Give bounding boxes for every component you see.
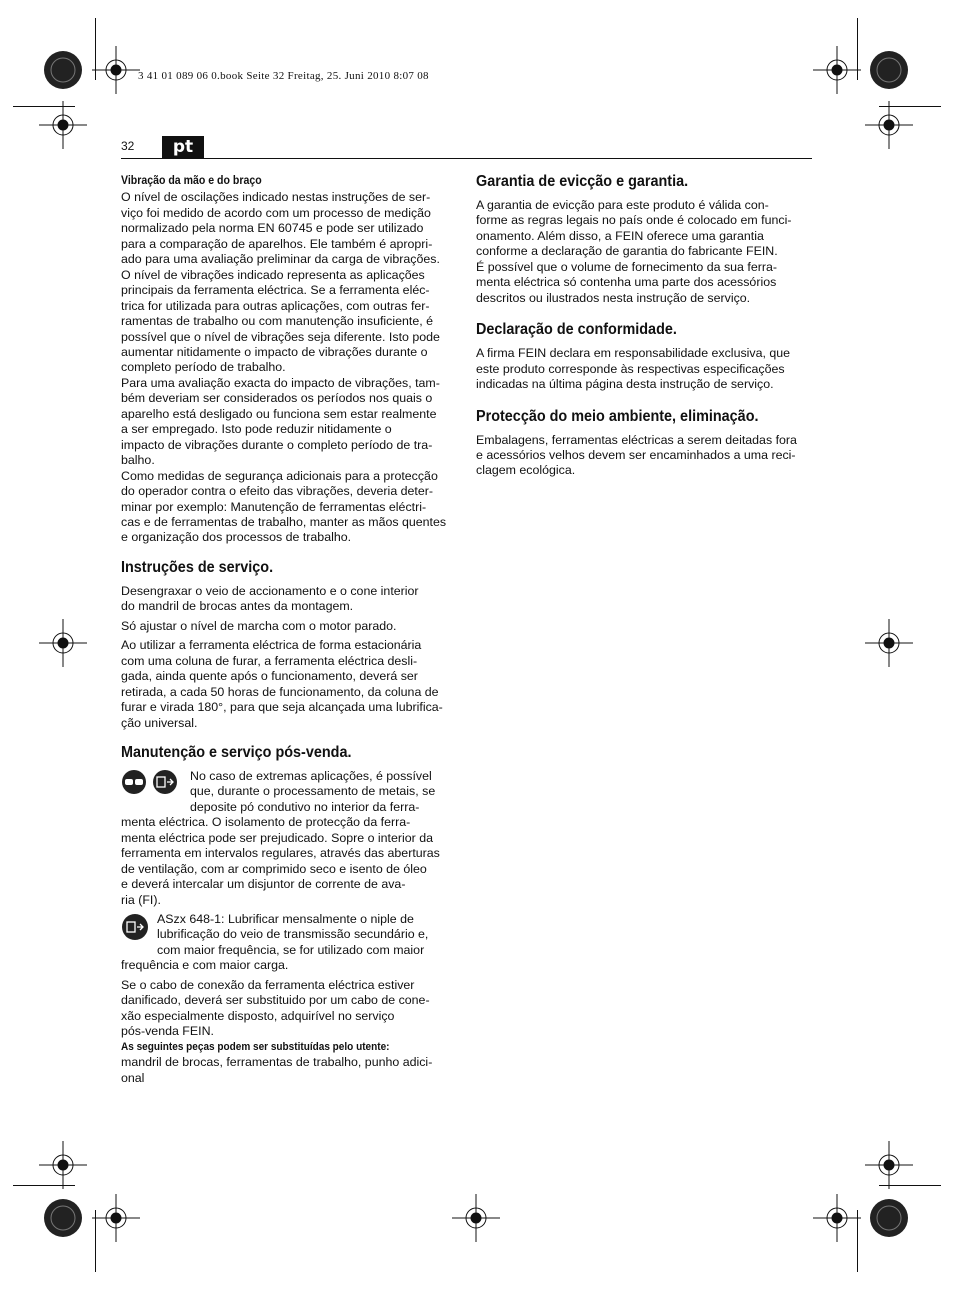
text-line: retirada, a cada 50 horas de funcionamento, da coluna de (121, 684, 439, 699)
maintenance-paragraph-2 (121, 912, 461, 974)
lubrication-icon (121, 913, 151, 947)
text-line: Desengraxar o veio de accionamento e o cone interior (121, 583, 419, 598)
text-line: trica for utilizada para outras aplicações, com outras fer- (121, 298, 430, 313)
text-line: menta eléctrica só contenha uma parte dos acessórios (476, 275, 777, 290)
text-line: menta eléctrica pode ser prejudicado. Sopre o interior da (121, 830, 434, 845)
text-line: furar e virada 180°, para que seja alcançada uma lubrifica- (121, 700, 443, 715)
text-line: bém deveriam ser considerados os períodos nos quais o (121, 391, 433, 406)
goggles-icon (122, 770, 146, 794)
conformity-text (476, 346, 816, 392)
text-line: indicadas na última página desta instrução de serviço. (476, 377, 774, 392)
environment-heading: Protecção do meio ambiente, eliminação. (476, 407, 759, 425)
text-line: Como medidas de segurança adicionais para a protecção (121, 468, 438, 483)
text-line: No caso de extremas aplicações, é possível (190, 768, 432, 783)
text-line: onamento. Além disso, a FEIN oferece uma garantia (476, 228, 764, 243)
maintenance-full-2 (121, 958, 461, 973)
conformity-heading: Declaração de conformidade. (476, 321, 677, 339)
page-number: 32 (121, 139, 135, 153)
parts-heading: As seguintes peças podem ser substituídas pelo utente: (121, 1040, 390, 1053)
maintenance-icons (121, 769, 181, 803)
text-line: normalizado pela norma EN 60745 e pode ser utilizado (121, 221, 424, 236)
text-line: danificado, deverá ser substituido por um cabo de cone- (121, 993, 430, 1008)
text-line: balho. (121, 453, 155, 468)
text-line: ção universal. (121, 715, 198, 730)
text-line: e organização dos processos de trabalho. (121, 530, 352, 545)
text-line: Embalagens, ferramentas eléctricas a serem deitadas fora (476, 432, 797, 447)
text-line: viço foi medido de acordo com um processo de medição (121, 205, 431, 220)
text-line: Ao utilizar a ferramenta eléctrica de forma estacionária (121, 638, 422, 653)
text-line: onal (121, 1070, 145, 1085)
book-meta-line: 3 41 01 089 06 0.book Seite 32 Freitag, 25. Juni 2010 8:07 08 (138, 70, 429, 82)
maintenance-paragraph-1 (121, 769, 461, 908)
text-line: de ventilação, com ar comprimido seco e isento de óleo (121, 861, 427, 876)
text-line: frequência e com maior carga. (121, 958, 289, 973)
text-line: gada, ainda quente após o funcionamento, deverá ser (121, 669, 418, 684)
parts-text (121, 1055, 461, 1086)
text-line: para a comparação de aparelhos. Ele também é apropri- (121, 236, 433, 251)
text-line: xão especialmente disposto, adquirível no serviço (121, 1008, 395, 1023)
service-heading: Instruções de serviço. (121, 558, 274, 576)
compressed-air-icon (153, 770, 177, 794)
text-line: completo período de trabalho. (121, 360, 286, 375)
left-column (121, 173, 461, 1086)
text-line: pós-venda FEIN. (121, 1024, 214, 1039)
vibration-heading: Vibração da mão e do braço (121, 173, 262, 187)
text-line: com uma coluna de furar, a ferramenta eléctrica desli- (121, 653, 418, 668)
text-line: que, durante o processamento de metais, se (190, 784, 436, 799)
header-rule (121, 158, 812, 159)
vibration-text (121, 190, 461, 545)
text-line: Só ajustar o nível de marcha com o motor parado. (121, 618, 397, 633)
maintenance-paragraph-3 (121, 978, 461, 1040)
text-line: cas e de ferramentas de trabalho, manter as mãos quentes (121, 514, 447, 529)
text-line: ado para uma avaliação preliminar da carga de vibrações. (121, 252, 440, 267)
service-paragraph-2 (121, 619, 461, 634)
maintenance-indented-2 (121, 912, 461, 958)
text-line: do operador contra o efeito das vibrações, deveria deter- (121, 484, 434, 499)
text-line: É possível que o volume de fornecimento da sua ferra- (476, 259, 777, 274)
maintenance-heading: Manutenção e serviço pós-venda. (121, 743, 352, 761)
text-line: menta eléctrica. O isolamento de protecção da ferra- (121, 815, 411, 830)
service-paragraph-3 (121, 638, 461, 731)
text-line: do mandril de brocas antes da montagem. (121, 599, 354, 614)
text-line: aparelho está desligado ou funciona sem estar realmente (121, 406, 437, 421)
text-line: possível que o nível de vibrações seja diferente. Isto pode (121, 329, 440, 344)
text-line: deposite pó condutivo no interior da ferra- (190, 799, 420, 814)
text-line: este produto corresponde às respectivas especificações (476, 361, 785, 376)
service-paragraph-1 (121, 584, 461, 615)
text-line: A firma FEIN declara em responsabilidade exclusiva, que (476, 346, 791, 361)
text-line: clagem ecológica. (476, 463, 576, 478)
text-line: O nível de oscilações indicado nestas instruções de ser- (121, 190, 431, 205)
text-line: forme as regras legais no país onde é colocado em funci- (476, 213, 792, 228)
text-line: Para uma avaliação exacta do impacto de vibrações, tam- (121, 375, 440, 390)
text-line: descritos ou ilustrados nesta instrução de serviço. (476, 290, 751, 305)
right-column (476, 172, 816, 479)
text-line: principais da ferramenta eléctrica. Se a ferramenta eléc- (121, 283, 430, 298)
text-line: e acessórios velhos devem ser encaminhados a uma reci- (476, 447, 796, 462)
environment-text (476, 433, 816, 479)
text-line: minar por exemplo: Manutenção de ferramentas eléctri- (121, 499, 427, 514)
text-line: mandril de brocas, ferramentas de trabalho, punho adici- (121, 1055, 433, 1070)
text-line: lubrificação do veio de transmissão secundário e, (157, 927, 429, 942)
text-line: ria (FI). (121, 892, 161, 907)
text-line: ASzx 648-1: Lubrificar mensalmente o niple de (157, 912, 414, 927)
text-line: ferramenta em intervalos regulares, através das aberturas (121, 846, 440, 861)
text-line: impacto de vibrações durante o completo período de tra- (121, 437, 433, 452)
text-line: A garantia de evicção para este produto é válida con- (476, 198, 769, 212)
text-line: O nível de vibrações indicado representa as aplicações (121, 267, 425, 282)
text-line: conforme a declaração de garantia do fabricante FEIN. (476, 244, 778, 259)
text-line: Se o cabo de conexão da ferramenta eléctrica estiver (121, 977, 415, 992)
text-line: a ser empregado. Isto pode reduzir nitidamente o (121, 422, 392, 437)
warranty-text (476, 198, 816, 306)
text-line: com maior frequência, se for utilizado com maior (157, 942, 425, 957)
warranty-heading: Garantia de evicção e garantia. (476, 173, 689, 190)
text-line: e deverá intercalar um disjuntor de corrente de ava- (121, 877, 406, 892)
text-line: ramentas de trabalho ou com manutenção insuficiente, é (121, 314, 434, 329)
language-tab: pt (162, 136, 204, 158)
text-line: aumentar nitidamente o impacto de vibrações durante o (121, 344, 428, 359)
maintenance-full-1 (121, 815, 461, 908)
